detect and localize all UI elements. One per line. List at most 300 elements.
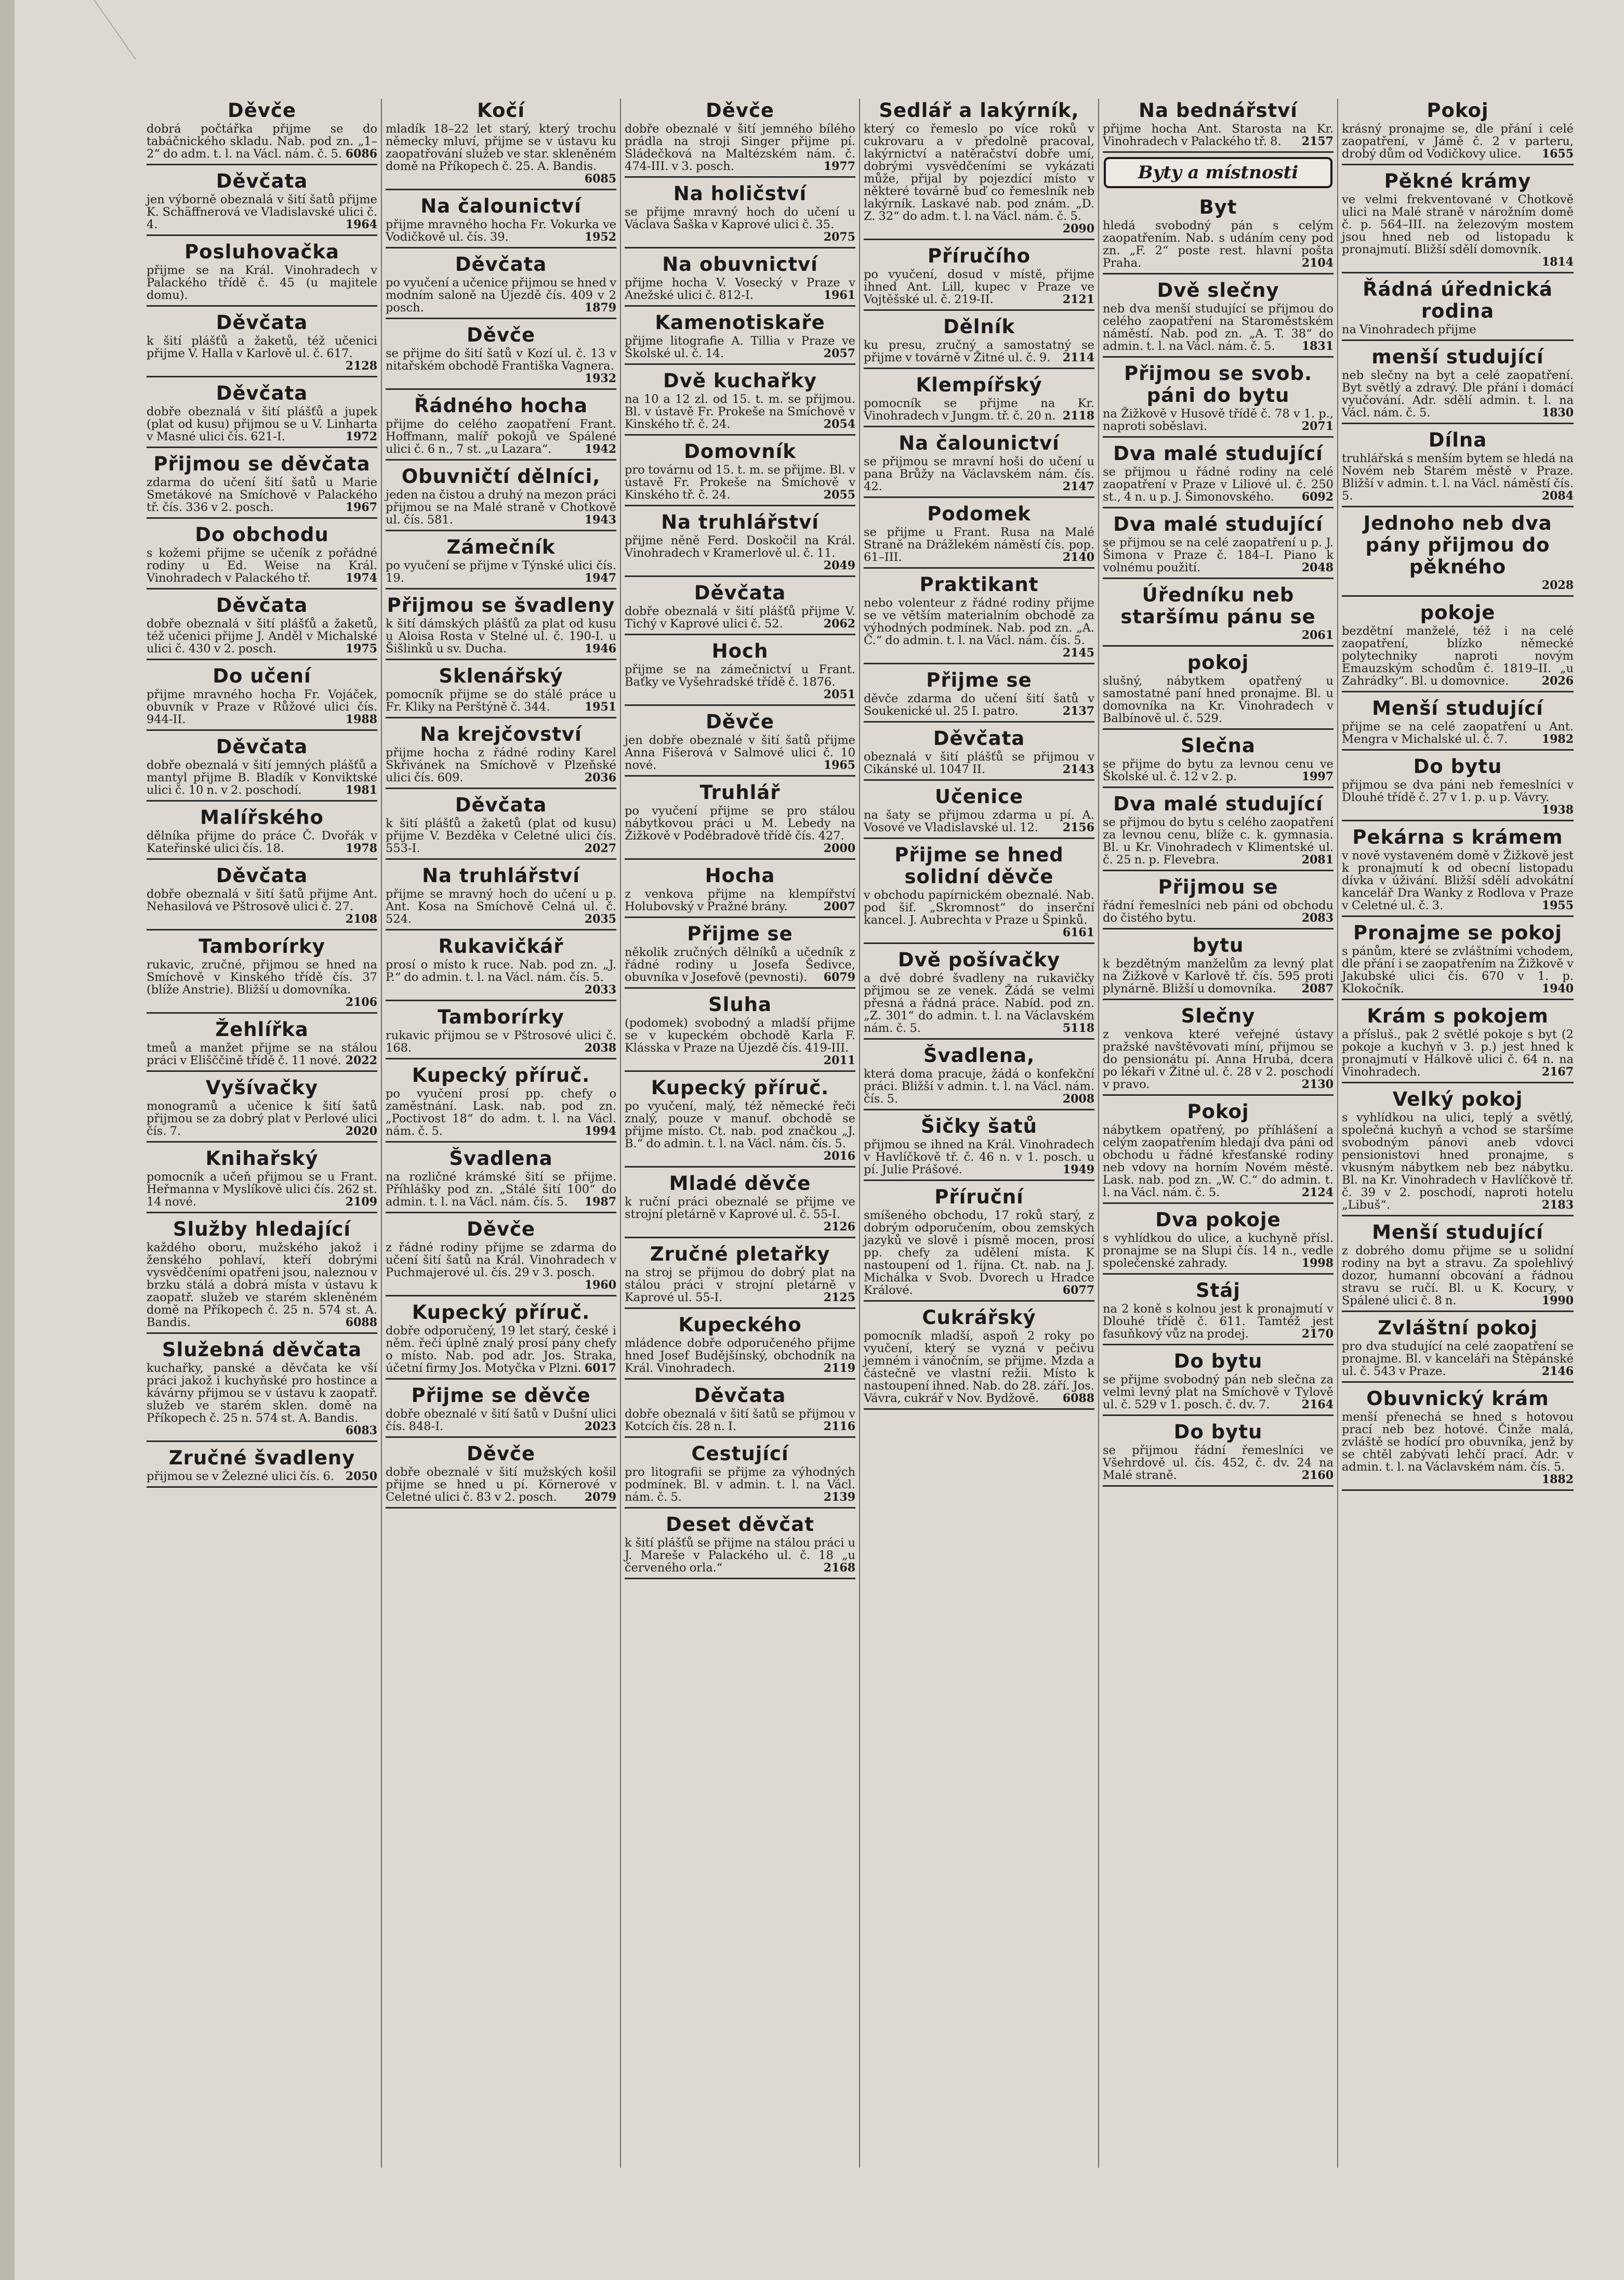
ad-body xyxy=(1342,1411,1574,1486)
ad-heading: Kupecký příruč. xyxy=(651,1077,829,1099)
ad-text: nebo volenteur z řádné rodiny přijme se ve větším materialním obchodě za výhodných podmínek. Nab. pod zn. „A. Č.“ do admin. t. l. na Václ. nám. čís. 5. xyxy=(864,596,1094,647)
ad-text: jen dobře obeznalé v šití šatů přijme Anna Fišerová v Salmové ulici č. 10 nové. xyxy=(625,733,855,772)
ad-number: 2020 xyxy=(345,1124,377,1138)
ad-body xyxy=(1103,816,1333,866)
ad-number: 6161 xyxy=(1062,926,1094,939)
ad-heading: menší studující xyxy=(1371,346,1544,368)
classified-ad xyxy=(386,99,616,190)
ad-body xyxy=(1103,408,1333,433)
ad-text: obeznalá v šití plášťů se přijmou v Cikánské ul. 1047 II. xyxy=(864,750,1094,776)
ad-heading: Slečny xyxy=(1181,1005,1256,1027)
ad-number: 1990 xyxy=(1541,1294,1574,1307)
ad-text: a přísluš., pak 2 světlé pokoje s byt (2 pokoje a kuchyň v 3. p.) jest hned k pronajmutí v Hálkově ulici č. 64 n. na Vinohradech. xyxy=(1342,1028,1574,1079)
ad-body xyxy=(864,889,1094,939)
ad-text: po vyučení, malý, též německé řeči znalý, pouze v manuf. obchodě se přijme místo. Ct. nab. pod značkou „J. B.“ do admin. t. l. na Václ. nám. čís. 5. xyxy=(625,1099,855,1150)
ad-body xyxy=(386,1171,616,1208)
ad-body xyxy=(1342,452,1574,502)
ad-heading: Stáj xyxy=(1196,1279,1240,1302)
classified-ad xyxy=(386,1147,616,1213)
classified-ad xyxy=(1342,99,1574,165)
ad-heading: Učenice xyxy=(934,785,1024,808)
classified-ad xyxy=(1342,1004,1574,1083)
ad-number: 2104 xyxy=(1301,256,1333,270)
classified-ad xyxy=(1342,428,1574,507)
classified-ad xyxy=(864,843,1094,944)
ad-body xyxy=(147,335,377,372)
ad-body xyxy=(386,347,616,385)
ad-number: 2128 xyxy=(345,359,377,373)
ad-number: 1982 xyxy=(1541,732,1574,746)
ad-body xyxy=(864,751,1094,776)
ad-heading: Dvě pošívačky xyxy=(897,949,1061,971)
ad-heading: Pokoj xyxy=(1427,99,1489,122)
classified-ad xyxy=(625,369,855,436)
classified-ad xyxy=(386,394,616,461)
ad-number: 6017 xyxy=(584,1361,616,1375)
ad-text: neb slečny na byt a celé zaopatření. Byt světlý a zdravý. Dle přání i domácí vyučování. Adr. sdělí admin. t. l. na Václ. nám. č. 5. xyxy=(1342,369,1574,420)
ad-body xyxy=(1103,629,1333,641)
ad-heading: Děvčata xyxy=(216,864,308,887)
classified-ad xyxy=(625,1513,855,1579)
ad-text: několik zručných dělníků a učedník z řádné rodiny u Josefa Šedivce, obuvníka v Josefově (pevnosti). xyxy=(625,946,855,984)
ad-heading: Na obuvnictví xyxy=(662,253,818,276)
ad-heading: Do bytu xyxy=(1413,755,1502,778)
classified-ad xyxy=(386,253,616,319)
classified-ad xyxy=(625,581,855,635)
ad-number: 2079 xyxy=(584,1490,616,1504)
ad-number: 2048 xyxy=(1301,561,1333,574)
ad-body xyxy=(147,618,377,655)
ad-number: 1964 xyxy=(345,218,377,231)
classified-ad xyxy=(147,311,377,377)
ad-number: 6088 xyxy=(1062,1392,1094,1405)
ad-text: prosí o místo k ruce. Nab. pod zn. „J. P.“ do admin. t. l. na Václ. nám. čís. 5. xyxy=(386,958,616,984)
ad-text: po vyučení se přijme v Týnské ulici čís. 19. xyxy=(386,559,616,585)
ad-text: truhlářská s menším bytem se hledá na Novém neb Starém městě v Praze. Bližší v admin. t. l. na Václ. náměstí čís. 5. xyxy=(1342,452,1574,503)
ad-number: 2011 xyxy=(823,1054,855,1067)
classified-ad xyxy=(625,510,855,577)
ad-number: 2147 xyxy=(1062,480,1094,493)
ad-body xyxy=(386,888,616,925)
ad-text: přijme litografie A. Tillia v Praze ve Školské ul. č. 14. xyxy=(625,334,855,360)
ad-heading: Děvče xyxy=(706,99,774,122)
classified-ad xyxy=(147,1446,377,1488)
ad-number: 6085 xyxy=(584,172,616,186)
ad-body xyxy=(864,123,1094,235)
classified-ad xyxy=(625,922,855,989)
ad-body xyxy=(864,1138,1094,1176)
ad-number: 2055 xyxy=(823,488,855,502)
ad-number: 5118 xyxy=(1062,1021,1094,1035)
ad-number: 1955 xyxy=(1541,899,1574,912)
ad-number: 1943 xyxy=(584,513,616,527)
ad-body xyxy=(1342,123,1574,160)
ad-body xyxy=(147,759,377,796)
ad-text: děvče zdarma do učení šití šatů v Soukenické ul. 25 I. patro. xyxy=(864,692,1094,718)
ad-heading: Pronajme se pokoj xyxy=(1353,922,1562,944)
ad-heading: Byt xyxy=(1199,196,1237,218)
classified-ad xyxy=(386,535,616,589)
ad-heading: Přijmou se xyxy=(1158,876,1278,898)
ad-body xyxy=(147,1171,377,1208)
ad-text: (podomek) svobodný a mladší přijme se v kupeckém obchodě Karla F. Klásska v Praze na Újezdě čís. 419-III. xyxy=(625,1016,855,1055)
ad-body xyxy=(625,734,855,771)
ad-text: hledá svobodný pán s celým zaopatřením. Nab. s udáním ceny pod zn. „F. 2“ poste rest. hlavní pošta Praha. xyxy=(1103,219,1333,270)
ad-body xyxy=(1103,536,1333,574)
column-5 xyxy=(1099,99,1338,2168)
ad-text: dobře odporučený, 19 let starý, české i něm. řeči úplně znalý prosí pány chefy o místo. Nab. pod adr. Jos. Straka, účetní firmy Jos. Motyčka v Plzni. xyxy=(386,1324,616,1375)
ad-heading: Dva malé studující xyxy=(1113,442,1323,465)
ad-number: 2116 xyxy=(823,1420,855,1433)
ad-body xyxy=(625,1537,855,1574)
ad-text: s vyhlídkou do ulice, a kuchyně přísl. pronajme se na Slupi čís. 14 n., vedle společenské zahrady. xyxy=(1103,1231,1333,1270)
ad-body xyxy=(864,1209,1094,1296)
ad-text: z řádné rodiny přijme se zdarma do učení šití šatů na Král. Vinohradech v Puchmajerové ul. čís. 29 v 3. posch. xyxy=(386,1241,616,1279)
ad-heading: Přijme se hned solidní děvče xyxy=(894,844,1064,888)
ad-heading: Podomek xyxy=(927,503,1031,525)
ad-number: 1655 xyxy=(1541,147,1574,161)
ad-number: 2028 xyxy=(1541,579,1574,592)
ad-text: k šití plášťů se přijme na stálou práci u J. Mareše v Palackého ul. č. 18 „u červeného orla.“ xyxy=(625,1536,855,1575)
ad-heading: Dva malé studující xyxy=(1113,793,1323,815)
classified-ad xyxy=(147,169,377,236)
ad-heading: pokoje xyxy=(1420,601,1496,624)
ad-body xyxy=(147,688,377,726)
classified-ad xyxy=(1103,513,1333,579)
ad-heading: Žehlířka xyxy=(215,1018,309,1041)
ad-text: dobře obeznalá v šití plášťů přijme V. Tichý v Kaprové ulici č. 52. xyxy=(625,605,855,631)
ad-heading: Děvčata xyxy=(216,382,308,404)
ad-number: 1967 xyxy=(345,501,377,514)
ad-heading: Velký pokoj xyxy=(1392,1088,1523,1110)
ad-body xyxy=(386,1466,616,1503)
classified-ad xyxy=(864,573,1094,664)
ad-text: kuchařky, panské a děvčata ke vší práci jakož i kuchyňské pro hostince a kávárny přijmou se v ústavu k zaopatř. služeb ve starém sklen. domě na Příkopech č. 25 n. 574 st. A. Bandis. xyxy=(147,1361,377,1425)
ad-text: neb dva menší studující se přijmou do celého zaopatření na Staroměstském náměstí. Nab. pod zn. „A. T. 38“ do admin. t. l. na Václ. nám. č. 5. xyxy=(1103,302,1333,353)
ad-text: po vyučení přijme se pro stálou nábytkovou práci u M. Lebedy na Žižkově v Poděbradově třídě čís. 427. xyxy=(625,804,855,843)
ad-body xyxy=(147,123,377,160)
ad-number: 1961 xyxy=(823,289,855,302)
ad-number: 2071 xyxy=(1301,420,1333,433)
ad-body xyxy=(1342,849,1574,912)
classified-ad xyxy=(1103,1349,1333,1416)
ad-text: přijme hocha Ant. Starosta na Kr. Vinohradech v Palackého tř. 8. xyxy=(1103,122,1333,148)
ad-number: 2054 xyxy=(823,417,855,431)
ad-number: 1972 xyxy=(345,430,377,443)
ad-heading: Do bytu xyxy=(1173,1421,1263,1443)
ad-text: přijme mravného hocha Fr. Vokurka ve Vodičkově ul. čís. 39. xyxy=(386,218,616,244)
ad-number: 2036 xyxy=(584,771,616,784)
column-4 xyxy=(860,99,1099,2168)
ad-heading: Mladé děvče xyxy=(669,1172,811,1195)
column-3 xyxy=(621,99,860,2168)
ad-heading: Slečna xyxy=(1181,735,1256,757)
classified-ad xyxy=(625,1442,855,1509)
ad-number: 1940 xyxy=(1541,982,1574,995)
classified-ad xyxy=(386,1217,616,1296)
ad-heading: Na čalounictví xyxy=(420,195,582,217)
classified-ad xyxy=(147,240,377,307)
ad-heading: Menší studující xyxy=(1372,697,1543,719)
ad-number: 1942 xyxy=(584,442,616,456)
classified-ad xyxy=(147,735,377,802)
classified-ad xyxy=(147,1338,377,1442)
classified-ad xyxy=(386,864,616,931)
ad-text: který co řemeslo po více roků v cukrovaru a v předolně pracoval, lakýrnictví a natěračství dobře umí, dobrými vysvědčeními se vykázati může, přijal by pojezdící místo v některé továrně buď co řemeslník neb lakýrník. Laskavé nab. pod znám. „D. Z. 32“ do adm. t. l. na Václ. nám. č. 5. xyxy=(864,122,1094,223)
ad-heading: Dílna xyxy=(1428,429,1487,451)
classified-ad xyxy=(386,1064,616,1143)
classified-ad xyxy=(386,723,616,789)
ad-number: 2137 xyxy=(1062,704,1094,718)
ad-heading: Děvče xyxy=(467,1218,535,1240)
ad-text: dobře obeznalá v šití plášťů a žaketů, též učenici přijme J. Anděl v Michalské ulici č. 430 v 2. posch. xyxy=(147,617,377,656)
ad-body xyxy=(625,464,855,501)
classified-ad xyxy=(1103,195,1333,274)
ad-text: dobře obeznalá v šití šatů se přijmou v Kotcích čís. 28 n. I. xyxy=(625,1407,855,1433)
classified-ad xyxy=(386,1442,616,1509)
ad-body: slušný, nábytkem opatřený u samostatné paní hned pronajme. Bl. u domovníka na Kr. Vinohradech v Balbínově ul. č. 529. xyxy=(1103,674,1333,725)
ad-heading: Vyšívačky xyxy=(205,1077,319,1099)
ad-text: se přijmou se na celé zaopatření u p. J. Šimona v Praze č. 184–I. Piano k volnému použití. xyxy=(1103,536,1333,574)
ad-heading: Cestující xyxy=(691,1443,789,1465)
ad-body xyxy=(864,397,1094,422)
ad-number: 1977 xyxy=(823,160,855,173)
column-2 xyxy=(382,99,621,2168)
ad-body xyxy=(1342,369,1574,419)
ad-number: 1946 xyxy=(584,642,616,656)
classified-ad xyxy=(1342,921,1574,1000)
ad-text: přijme se mravný hoch do učení u p. Ant. Kosa na Smíchově Celná ul. č. 524. xyxy=(386,887,616,926)
ad-text: s kožemi přijme se učeník z pořádné rodiny u Ed. Weise na Král. Vinohradech v Palackého tř. xyxy=(147,546,377,585)
ad-heading: Pekárna s krámem xyxy=(1352,826,1563,848)
ad-number: 2022 xyxy=(345,1054,377,1067)
ad-heading: Do učení xyxy=(213,665,311,687)
ad-heading: Pokoj xyxy=(1187,1100,1249,1123)
ad-heading: Na čalounictví xyxy=(899,432,1060,454)
ad-heading: Posluhovačka xyxy=(184,241,339,263)
ad-heading: Příručího xyxy=(927,245,1031,267)
ad-body xyxy=(386,418,616,455)
classified-ad xyxy=(1103,99,1333,153)
ad-heading: Truhlář xyxy=(699,781,781,804)
classified-ad xyxy=(1103,1420,1333,1487)
ad-heading: Na truhlářství xyxy=(422,864,580,887)
ad-number: 2057 xyxy=(823,347,855,360)
ad-body xyxy=(625,663,855,701)
ad-body xyxy=(386,688,616,713)
ad-text: tmeů a manžet přijme se na stálou práci v Elišččině třídě č. 11 nové. xyxy=(147,1041,377,1067)
ad-text: mládence dobře odporučeného přijme hned Josef Budějšínský, obchodník na Král. Vinohradech. xyxy=(625,1336,855,1375)
ad-heading: Dělník xyxy=(943,316,1015,338)
ad-text: rukavic, zručné, přijmou se hned na Smíchově v Kinského třídě čís. 37 (blíže Anstrie). Bližší u domovníka. xyxy=(147,958,377,997)
ad-number: 2157 xyxy=(1301,135,1333,148)
ad-number: 1997 xyxy=(1301,770,1333,783)
ad-number: 2108 xyxy=(345,912,377,926)
ad-heading: Děvče xyxy=(228,99,296,122)
classified-ad xyxy=(625,182,855,248)
ad-text: přijme do celého zaopatření Frant. Hoffmann, malíř pokojů ve Spálené ulici č. 6 n., 7 st. „u Lazara“. xyxy=(386,417,616,456)
ad-text: krásný pronajme se, dle přání i celé zaopatření, v Jámě č. 2 v parteru, drobý dům od Vodičkovy ulice. xyxy=(1342,122,1574,161)
classified-ad xyxy=(1103,651,1333,730)
ad-text: po vyučení prosí pp. chefy o zaměstnání. Lask. nab. pod zn. „Poctivost 18“ do adm. t. l. na Václ. nám. č. 5. xyxy=(386,1087,616,1138)
ad-body xyxy=(147,959,377,1008)
ad-body xyxy=(864,597,1094,659)
classified-ad xyxy=(1342,1221,1574,1312)
ad-number: 2168 xyxy=(823,1561,855,1575)
ad-heading: Děvčata xyxy=(216,736,308,758)
classified-ad xyxy=(1103,1279,1333,1345)
ad-body xyxy=(386,959,616,996)
classified-ad xyxy=(625,864,855,918)
classified-ad xyxy=(386,465,616,531)
ad-text: přijmou se v Železné ulici čís. 6. xyxy=(147,1470,334,1483)
ad-heading: Tamborírky xyxy=(199,935,325,958)
ad-heading: pokoj xyxy=(1187,651,1249,674)
ad-heading: Do bytu xyxy=(1173,1350,1263,1372)
ad-body xyxy=(386,218,616,243)
ad-number: 2051 xyxy=(823,688,855,701)
ad-body xyxy=(1103,1373,1333,1411)
ad-body xyxy=(147,1470,377,1483)
column-6 xyxy=(1338,99,1577,2168)
ad-body xyxy=(625,605,855,630)
ad-text: pomocník mladší, aspoň 2 roky po vyučení, který se vyzná v pečivu jemném i vánočním, se přijme. Mzda a částečně ve vlastní režii. Místo k nastoupení ihned. Nab. do 28. září. Jos. Vávra, cukrář v Nov. Bydžově. xyxy=(864,1329,1094,1405)
classified-ad xyxy=(864,948,1094,1040)
ad-number: 2124 xyxy=(1301,1186,1333,1199)
ad-number: 1974 xyxy=(345,571,377,585)
classified-ad xyxy=(1103,934,1333,1000)
ad-text: menší přenechá se hned s hotovou prací neb bez hotové. Činže malá, zvláště se hodící pro obuvníka, jenž by se chtěl zabývati lehčí prací. Adr. v admin. t. l. na Václavském nám. čís. 5. xyxy=(1342,1410,1574,1474)
classified-ad xyxy=(386,194,616,248)
ad-body xyxy=(625,123,855,173)
ad-number: 6083 xyxy=(345,1424,377,1437)
ad-heading: Krám s pokojem xyxy=(1367,1005,1549,1027)
classified-ad xyxy=(864,99,1094,240)
ad-number: 2164 xyxy=(1301,1398,1333,1411)
ad-body xyxy=(625,805,855,855)
ad-body xyxy=(386,123,616,185)
ad-heading: Děvčata xyxy=(455,253,547,276)
ad-number: 2109 xyxy=(345,1195,377,1209)
ad-text: se přijmou do bytu s celého zaopatření za levnou cenu, blíže c. k. gymnasia. Bl. u Kr. Vinohradech v Klimentské ul. č. 25 n. p. Flevebra. xyxy=(1103,816,1333,867)
ad-heading: Děvčata xyxy=(694,1384,786,1407)
ad-body xyxy=(625,1266,855,1304)
ad-text: k šití plášťů a žaketů, též učenici přijme V. Halla v Karlově ul. č. 617. xyxy=(147,334,377,360)
ad-text: přijme se na zámečnictví u Frant. Baťky ve Vyšehradské třídě č. 1876. xyxy=(625,663,855,689)
ad-heading: Služby hledající xyxy=(173,1218,351,1240)
ad-number: 2160 xyxy=(1301,1469,1333,1482)
ad-body xyxy=(625,335,855,360)
ad-number: 1965 xyxy=(823,758,855,772)
ad-number: 2023 xyxy=(584,1420,616,1433)
classified-ad xyxy=(625,710,855,777)
ad-heading: Menší studující xyxy=(1372,1221,1543,1243)
ad-text: dobře obeznalá v šití jemných plášťů a mantyl přijme B. Bladík v Konviktské ulici č. 10 n. v 2. poschodí. xyxy=(147,758,377,797)
classified-ad xyxy=(386,594,616,660)
ad-number: 1951 xyxy=(584,700,616,714)
ad-heading: Malířského xyxy=(200,806,324,829)
ad-heading: Dva pokoje xyxy=(1155,1209,1281,1231)
ad-text: přijme hocha z řádné rodiny Karel Skřivánek na Smíchově v Plzeňské ulici čís. 609. xyxy=(386,746,616,784)
ad-text: z venkova které veřejné ústavy pražské navštěvovati míní, přijmou se do pensionátu pí. Anna Hrubá, dcera po lékaři v Žitné ul. č. 28 v 2. poschodí v pravo. xyxy=(1103,1028,1333,1091)
ad-number: 2140 xyxy=(1062,551,1094,564)
ad-number: 1938 xyxy=(1541,803,1574,817)
classified-ad xyxy=(147,99,377,165)
ad-number: 2130 xyxy=(1301,1078,1333,1091)
column-1 xyxy=(143,99,382,2168)
ad-heading: Dvě kuchařky xyxy=(663,370,817,392)
ad-text: dobře obeznalá v šití plášťů a jupek (plat od kusu) přijmou se u V. Linharta v Masné ulici čís. 621-I. xyxy=(147,405,377,443)
ad-body xyxy=(625,534,855,572)
ad-number: 2050 xyxy=(345,1470,377,1483)
ad-body xyxy=(386,1241,616,1291)
ad-heading: Na krejčovství xyxy=(420,723,582,745)
ad-body xyxy=(386,277,616,314)
ad-text: po vyučení, dosud v místě, přijme ihned Ant. Lill, kupec v Praze ve Vojtěšské ul. č. 219-II. xyxy=(864,268,1094,306)
ad-number: 2143 xyxy=(1062,763,1094,776)
ad-number: 1960 xyxy=(584,1278,616,1292)
ad-number: 6092 xyxy=(1301,490,1333,504)
ad-body xyxy=(1103,758,1333,783)
ad-heading: Děvčata xyxy=(216,170,308,192)
classified-ad xyxy=(1103,1208,1333,1275)
ad-heading: Rukavičkář xyxy=(438,935,564,958)
ad-number: 2118 xyxy=(1062,409,1094,423)
ad-heading: Přijme se děvče xyxy=(411,1384,591,1407)
ad-text: ve velmi frekventované v Chotkově ulici na Malé straně v nárožním domě č. p. 564–III. na železovým mostem jsou hned neb od listopadu k pronajmutí. Bližší sdělí domovník. xyxy=(1342,193,1574,256)
classified-ad xyxy=(864,1044,1094,1110)
ad-body xyxy=(864,809,1094,834)
ad-body xyxy=(147,547,377,584)
ad-body xyxy=(625,206,855,243)
ad-heading: Služebná děvčata xyxy=(162,1339,362,1361)
ad-heading: Obuvničtí dělníci, xyxy=(401,465,601,488)
ad-body xyxy=(147,1100,377,1137)
ad-body xyxy=(1103,123,1333,148)
classified-ad xyxy=(1342,345,1574,424)
ad-text: k bezdětným manželům za levný plat na Žižkově v Karlově tř. čís. 595 proti plynárně. Bližší u domovníka. xyxy=(1103,957,1333,995)
classified-ad xyxy=(147,1076,377,1143)
ad-heading: Přijme se xyxy=(926,669,1032,691)
classified-ad xyxy=(1342,825,1574,917)
classified-ad xyxy=(1103,583,1333,647)
classified-ad xyxy=(625,311,855,365)
ad-text: která doma pracuje, žádá o konfekční práci. Bližší v admin. t. l. na Václ. nám. čís. 5. xyxy=(864,1067,1094,1106)
ad-heading: Na bednářství xyxy=(1139,99,1298,122)
ad-heading: Deset děvčat xyxy=(666,1513,814,1536)
classified-ad xyxy=(625,1076,855,1168)
ad-text: s vyhlídkou na ulici, teplý a světlý, společná kuchyň a vchod se staršíme svobodným pánovi aneb vdovci pensionistovi hned pronajme, s vkusným nábytkem neb bez nábytku. Bl. na Kr. Vinohradech v Havlíčkově tř. č. 39 v 2. poschodí, naproti hotelu „Libuš“. xyxy=(1342,1111,1574,1212)
ad-body xyxy=(1342,1111,1574,1211)
classified-ad xyxy=(1103,279,1333,358)
ad-heading: Dva malé studující xyxy=(1113,513,1323,535)
classified-ad xyxy=(625,1313,855,1380)
ad-number: 2114 xyxy=(1062,351,1094,364)
ad-heading: Děvče xyxy=(706,711,774,733)
ad-body: na Vinohradech přijme xyxy=(1342,323,1476,336)
ad-heading: Sedlář a lakýrník, xyxy=(879,99,1079,122)
ad-heading: Šičky šatů xyxy=(921,1115,1037,1137)
classified-columns xyxy=(143,99,1614,2168)
ad-heading: Sluha xyxy=(708,993,772,1016)
ad-body xyxy=(864,455,1094,493)
ad-text: přijmou se ihned na Král. Vinohradech v Havlíčkově tř. č. 46 n. v 1. posch. u pí. Julie Prášové. xyxy=(864,1138,1094,1176)
ad-text: se přijme u Frant. Rusa na Malé Straně na Drážlekém náměstí čís. pop. 61–III. xyxy=(864,526,1094,564)
classified-ad xyxy=(1103,1004,1333,1096)
ad-text: na rozličné krámské šití se přijme. Příhlášky pod zn. „Stálé šití 100“ do admin. t. l. na Václ. nám. čís. 5. xyxy=(386,1170,616,1209)
ad-body xyxy=(625,1337,855,1374)
ad-heading: Zvláštní pokoj xyxy=(1378,1317,1538,1339)
